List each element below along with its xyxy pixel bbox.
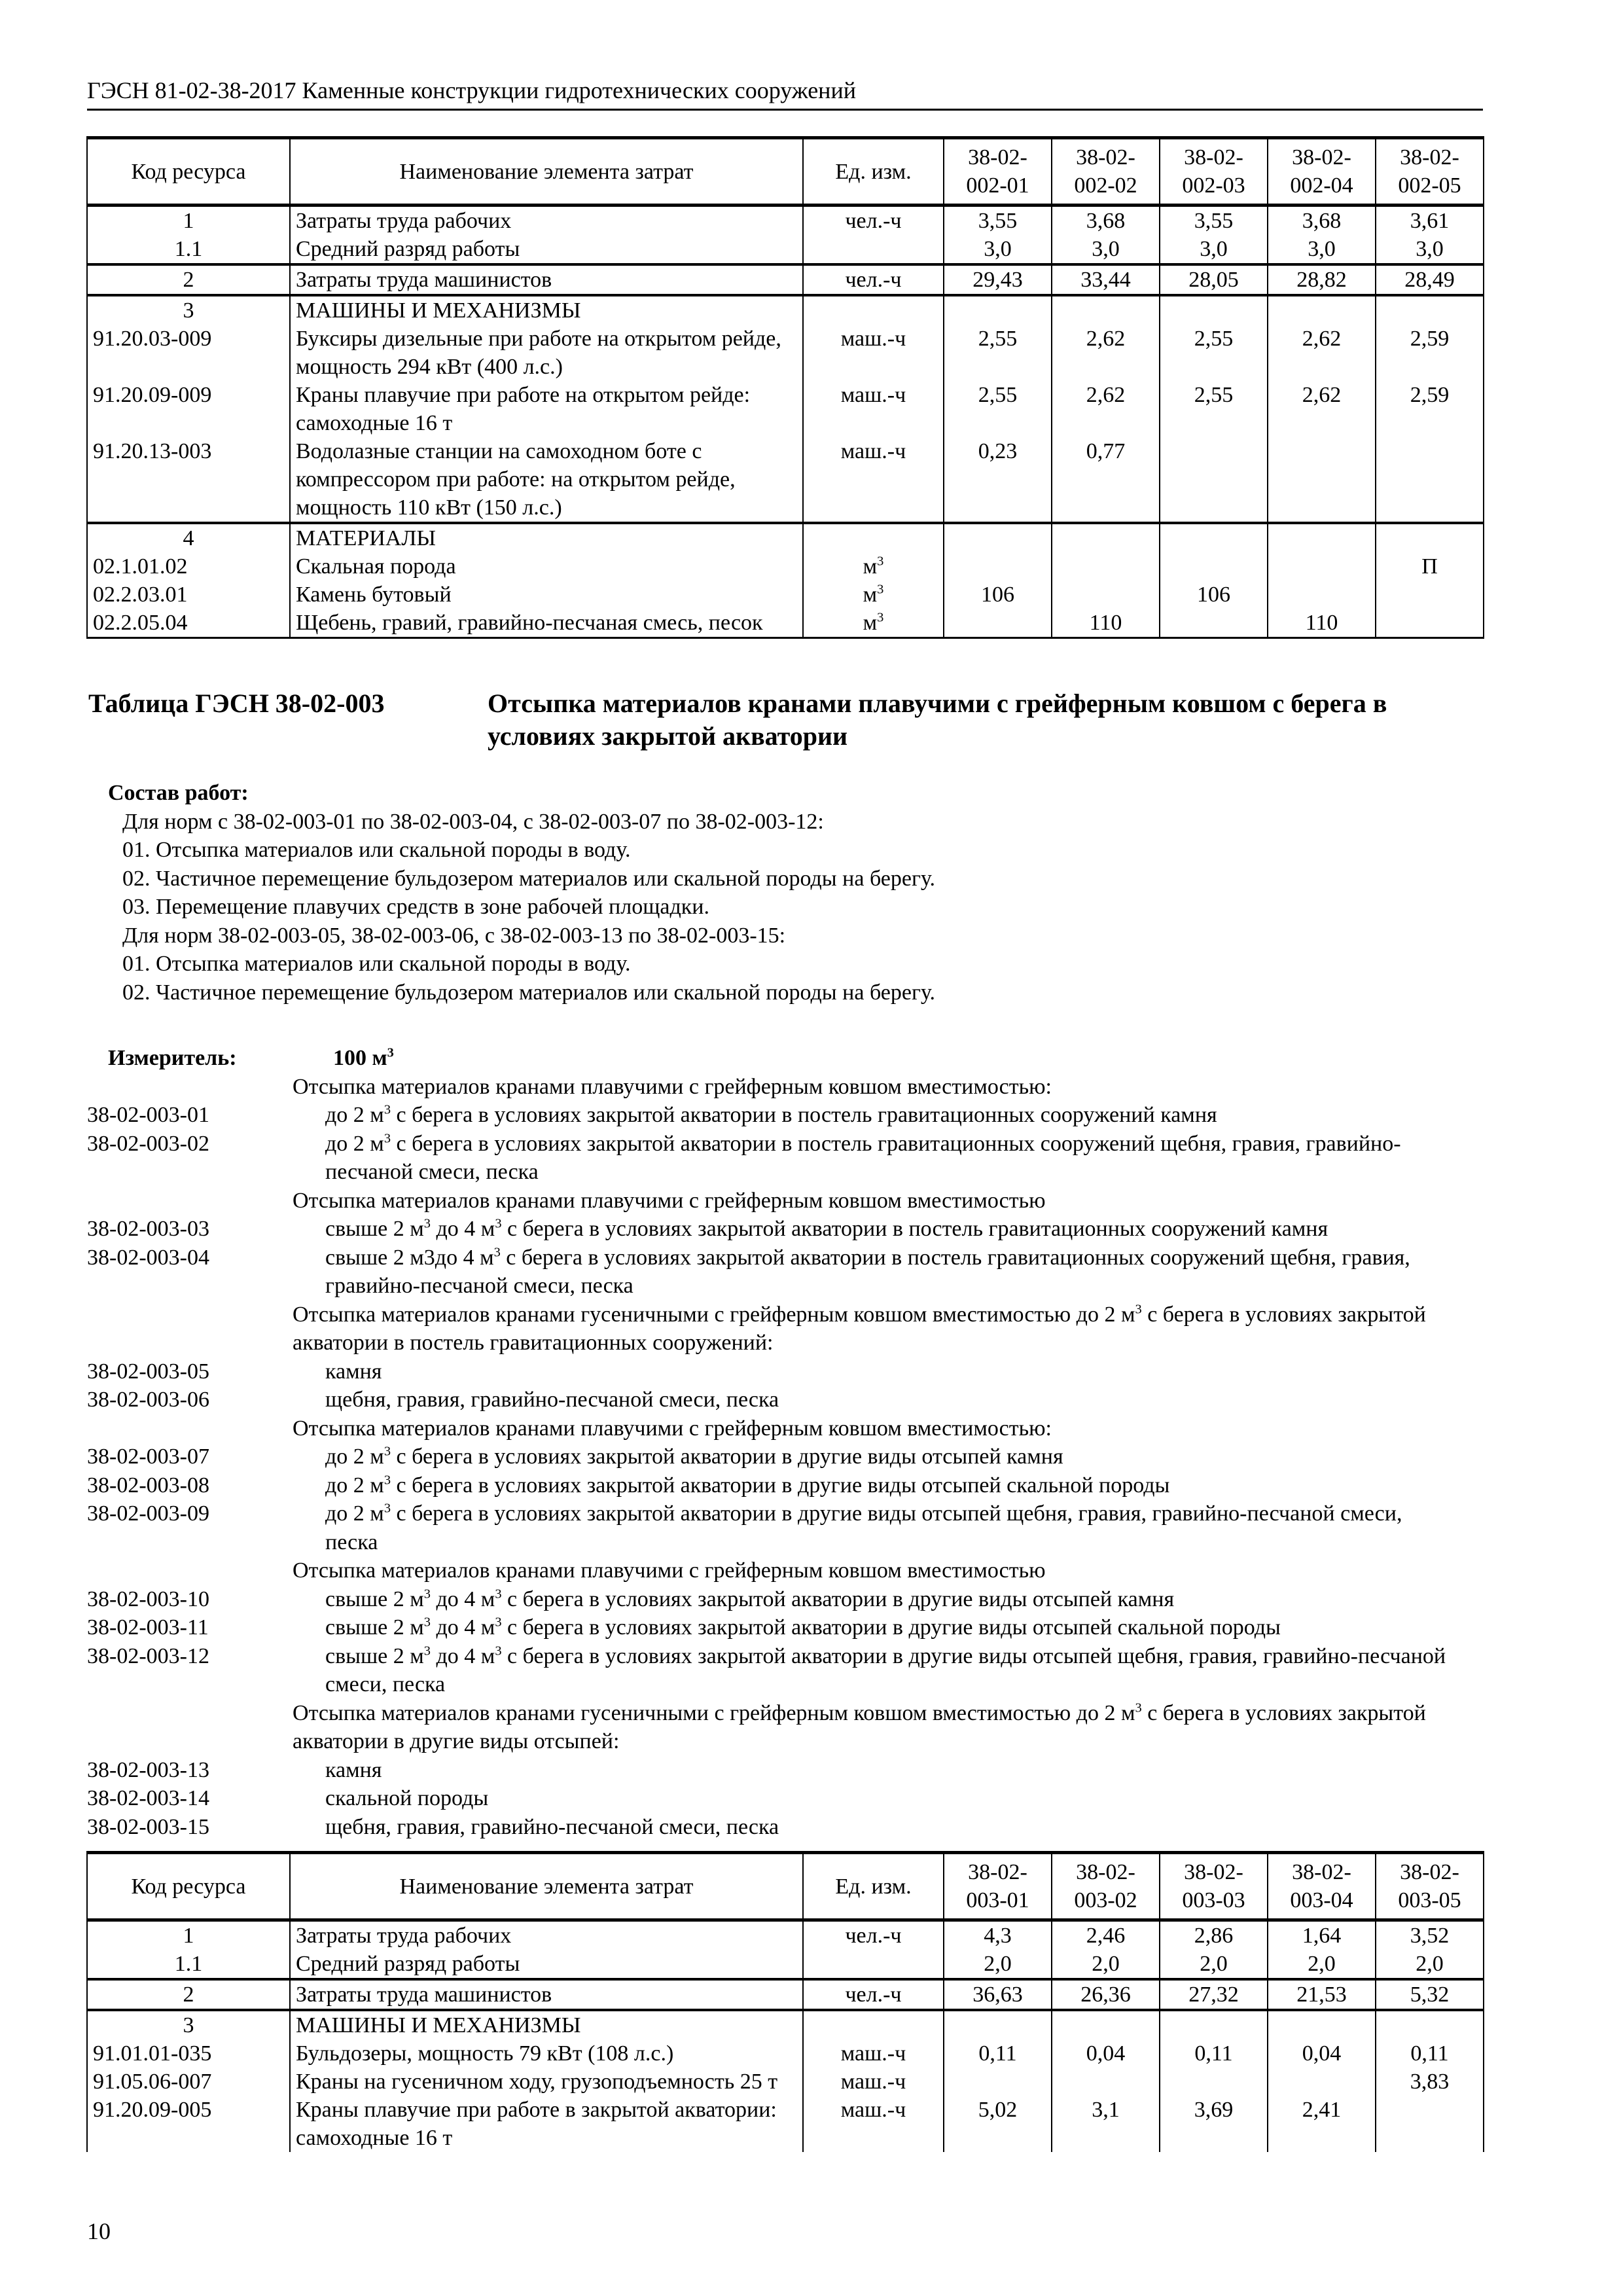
resource-code: 91.20.13-003 — [87, 437, 290, 523]
resource-name: Бульдозеры, мощность 79 кВт (108 л.с.) — [290, 2039, 803, 2068]
norm-value: 3,52 — [1376, 1920, 1484, 1950]
norm-value — [1376, 2010, 1484, 2039]
table-row — [87, 1920, 1484, 1950]
norm-value: 0,04 — [1052, 2039, 1160, 2068]
norm-item — [87, 1585, 1494, 1614]
work-composition-line: 03. Перемещение плавучих средств в зоне рабочей площадки. — [122, 895, 709, 919]
norm-value: 3,0 — [1268, 235, 1376, 264]
norm-value: 2,0 — [1160, 1950, 1268, 1979]
norm-value — [1268, 581, 1376, 609]
table-title-label: Таблица ГЭСН 38-02-003 — [88, 689, 385, 718]
table-row — [87, 295, 1484, 325]
norm-value: 2,0 — [944, 1950, 1052, 1979]
resource-name: Буксиры дизельные при работе на открытом рейде, мощность 294 кВт (400 л.с.) — [290, 325, 803, 381]
norm-value: 28,49 — [1376, 264, 1484, 295]
col-header-norm: 38-02- 002-02 — [1052, 138, 1160, 206]
table-row — [87, 437, 1484, 523]
norm-description: свыше 2 $м^3$ до 4 $м^3$ с берега в условиях закрытой акватории в другие виды отсыпей щебня, гравия, гравийно-песчаной смеси, песка — [325, 1643, 1446, 1696]
norm-value: 2,59 — [1376, 381, 1484, 437]
norm-group-heading: Отсыпка материалов кранами гусеничными с грейферным ковшом вместимостью до 2 $м^3$ с берега в условиях закрытой акватории в другие виды отсыпей: — [293, 1700, 1426, 1753]
resource-code: 91.20.09-005 — [87, 2096, 290, 2152]
norm-item — [87, 1499, 1494, 1556]
unit: $м^3$ — [803, 581, 944, 609]
col-header-code: Код ресурса — [87, 1853, 290, 1920]
norm-code: 38-02-003-14 — [87, 1786, 209, 1810]
norm-value: 2,86 — [1160, 1920, 1268, 1950]
norm-value — [1268, 2010, 1376, 2039]
norm-code: 38-02-003-02 — [87, 1131, 209, 1156]
measurer-value: 100 $м^3$ — [333, 1045, 394, 1070]
unit: маш.-ч — [803, 381, 944, 437]
norm-value: 0,11 — [1160, 2039, 1268, 2068]
unit: чел.-ч — [803, 1920, 944, 1950]
norm-value: 5,02 — [944, 2096, 1052, 2152]
norm-value: 2,0 — [1052, 1950, 1160, 1979]
norm-code: 38-02-003-08 — [87, 1473, 209, 1498]
resource-name: Затраты труда машинистов — [290, 1979, 803, 2010]
table-row — [87, 552, 1484, 581]
norm-value: 3,0 — [944, 235, 1052, 264]
norm-description: до 2 $м^3$ с берега в условиях закрытой акватории в другие виды отсыпей скальной породы — [325, 1473, 1170, 1498]
col-header-norm: 38-02- 002-04 — [1268, 138, 1376, 206]
resource-code: 1.1 — [87, 1950, 290, 1979]
norm-value: 2,0 — [1376, 1950, 1484, 1979]
norm-value — [1376, 609, 1484, 638]
resource-name: Щебень, гравий, гравийно-песчаная смесь, песок — [290, 609, 803, 638]
resource-name: Скальная порода — [290, 552, 803, 581]
norm-value — [944, 295, 1052, 325]
table-row — [87, 1950, 1484, 1979]
norm-item — [87, 1357, 1494, 1386]
resource-code: 02.2.05.04 — [87, 609, 290, 638]
resource-code: 1 — [87, 206, 290, 236]
norm-value: 3,55 — [944, 206, 1052, 236]
norm-code: 38-02-003-12 — [87, 1643, 209, 1668]
unit — [803, 523, 944, 552]
resource-code: 02.2.03.01 — [87, 581, 290, 609]
resource-code: 4 — [87, 523, 290, 552]
norm-description: скальной породы — [325, 1786, 489, 1810]
norm-code: 38-02-003-07 — [87, 1444, 209, 1469]
norm-code: 38-02-003-15 — [87, 1814, 209, 1839]
resource-code: 91.20.03-009 — [87, 325, 290, 381]
work-composition-line: 02. Частичное перемещение бульдозером материалов или скальной породы на берегу. — [122, 980, 936, 1005]
resource-name: Краны плавучие при работе в закрытой акватории: самоходные 16 т — [290, 2096, 803, 2152]
norm-value: 3,68 — [1052, 206, 1160, 236]
norm-group-heading: Отсыпка материалов кранами плавучими с грейферным ковшом вместимостью: — [293, 1416, 1052, 1441]
norm-list — [87, 1073, 1494, 1842]
table-header-row — [87, 1853, 1484, 1920]
table-row — [87, 2010, 1484, 2039]
resource-name: Затраты труда рабочих — [290, 1920, 803, 1950]
norm-description: свыше 2 $м^3$ до 4 $м^3$ с берега в условиях закрытой акватории в постель гравитационных сооружений камня — [325, 1216, 1329, 1241]
resource-code: 2 — [87, 264, 290, 295]
table-row — [87, 1979, 1484, 2010]
unit: $м^3$ — [803, 609, 944, 638]
norm-description: до 2 $м^3$ с берега в условиях закрытой акватории в постель гравитационных сооружений щебня, гравия, гравийно-песчаной смеси, песка — [325, 1131, 1401, 1184]
norm-description: до 2 $м^3$ с берега в условиях закрытой акватории в постель гравитационных сооружений камня — [325, 1102, 1217, 1127]
resource-name: Средний разряд работы — [290, 1950, 803, 1979]
norm-code: 38-02-003-03 — [87, 1217, 209, 1241]
norm-value — [1160, 437, 1268, 523]
norm-value: 28,05 — [1160, 264, 1268, 295]
norm-group-heading: Отсыпка материалов кранами плавучими с грейферным ковшом вместимостью — [293, 1558, 1046, 1583]
resource-table-38-02-003 — [86, 1851, 1484, 2152]
work-composition-line: Для норм с 38-02-003-01 по 38-02-003-04, с 38-02-003-07 по 38-02-003-12: — [122, 809, 824, 834]
work-composition-line: 01. Отсыпка материалов или скальной породы в воду. — [122, 838, 631, 862]
norm-item — [87, 1130, 1494, 1187]
resource-name: Затраты труда рабочих — [290, 206, 803, 236]
norm-value: 0,04 — [1268, 2039, 1376, 2068]
norm-description: щебня, гравия, гравийно-песчаной смеси, песка — [325, 1814, 779, 1839]
norm-value — [1160, 523, 1268, 552]
norm-code: 38-02-003-05 — [87, 1359, 209, 1384]
norm-value — [944, 2010, 1052, 2039]
norm-code: 38-02-003-10 — [87, 1587, 209, 1611]
table-row — [87, 2039, 1484, 2068]
norm-group-heading: Отсыпка материалов кранами гусеничными с грейферным ковшом вместимостью до 2 $м^3$ с берега в условиях закрытой акватории в постель гравитационных сооружений: — [293, 1302, 1426, 1355]
norm-value: 2,62 — [1052, 381, 1160, 437]
resource-name: Краны на гусеничном ходу, грузоподъемность 25 т — [290, 2068, 803, 2096]
norm-value — [1376, 581, 1484, 609]
norm-code: 38-02-003-13 — [87, 1757, 209, 1782]
col-header-norm: 38-02- 003-01 — [944, 1853, 1052, 1920]
norm-value: 0,11 — [1376, 2039, 1484, 2068]
resource-code: 2 — [87, 1979, 290, 2010]
table-row — [87, 2068, 1484, 2096]
unit: чел.-ч — [803, 1979, 944, 2010]
norm-value: 0,11 — [944, 2039, 1052, 2068]
norm-value: 3,1 — [1052, 2096, 1160, 2152]
norm-description: свыше 2 $м^3$ до 4 $м^3$ с берега в условиях закрытой акватории в другие виды отсыпей скальной породы — [325, 1615, 1281, 1640]
norm-item — [87, 1244, 1494, 1300]
norm-value: 2,59 — [1376, 325, 1484, 381]
unit: маш.-ч — [803, 2068, 944, 2096]
resource-code: 1 — [87, 1920, 290, 1950]
norm-value: 2,0 — [1268, 1950, 1376, 1979]
table-row — [87, 2096, 1484, 2152]
norm-item — [87, 1471, 1494, 1500]
col-header-name: Наименование элемента затрат — [290, 138, 803, 206]
norm-value: 0,23 — [944, 437, 1052, 523]
norm-value: 3,55 — [1160, 206, 1268, 236]
norm-value: П — [1376, 552, 1484, 581]
norm-description: до 2 $м^3$ с берега в условиях закрытой акватории в другие виды отсыпей щебня, гравия, гравийно-песчаной смеси, песка — [325, 1501, 1402, 1554]
norm-description: камня — [325, 1757, 382, 1782]
norm-value — [944, 552, 1052, 581]
work-composition-line: 02. Частичное перемещение бульдозером материалов или скальной породы на берегу. — [122, 866, 936, 891]
table-row — [87, 381, 1484, 437]
unit: маш.-ч — [803, 325, 944, 381]
norm-value — [1160, 2010, 1268, 2039]
norm-value — [1052, 523, 1160, 552]
table-row — [87, 206, 1484, 236]
work-composition-line: 01. Отсыпка материалов или скальной породы в воду. — [122, 952, 631, 976]
work-composition — [108, 779, 1482, 1007]
unit: чел.-ч — [803, 206, 944, 236]
norm-item — [87, 1443, 1494, 1471]
col-header-norm: 38-02- 003-05 — [1376, 1853, 1484, 1920]
norm-value — [944, 523, 1052, 552]
norm-item — [87, 1813, 1494, 1842]
measurer-label: Измеритель: — [108, 1046, 237, 1070]
resource-code: 91.05.06-007 — [87, 2068, 290, 2096]
norm-item — [87, 1215, 1494, 1244]
norm-value: 2,55 — [1160, 381, 1268, 437]
norm-value: 28,82 — [1268, 264, 1376, 295]
unit — [803, 1950, 944, 1979]
resource-name: Затраты труда машинистов — [290, 264, 803, 295]
norm-value: 21,53 — [1268, 1979, 1376, 2010]
norm-code: 38-02-003-11 — [87, 1615, 209, 1640]
unit: чел.-ч — [803, 264, 944, 295]
norm-value: 106 — [944, 581, 1052, 609]
table-header-row — [87, 138, 1484, 206]
norm-value: 3,68 — [1268, 206, 1376, 236]
resource-name: Средний разряд работы — [290, 235, 803, 264]
col-header-norm: 38-02- 002-05 — [1376, 138, 1484, 206]
unit: маш.-ч — [803, 2039, 944, 2068]
resource-name: МАШИНЫ И МЕХАНИЗМЫ — [290, 295, 803, 325]
norm-value: 3,0 — [1052, 235, 1160, 264]
norm-code: 38-02-003-06 — [87, 1388, 209, 1412]
col-header-norm: 38-02- 003-04 — [1268, 1853, 1376, 1920]
norm-value: 3,61 — [1376, 206, 1484, 236]
norm-value — [1376, 2096, 1484, 2152]
measurer-row — [87, 1044, 1494, 1073]
norm-item — [87, 1642, 1494, 1699]
norm-value — [1268, 295, 1376, 325]
norm-item — [87, 1101, 1494, 1130]
norm-value: 5,32 — [1376, 1979, 1484, 2010]
resource-table-38-02-002 — [86, 136, 1484, 639]
norm-value — [1052, 295, 1160, 325]
norm-value — [1052, 2068, 1160, 2096]
norm-item — [87, 1784, 1494, 1813]
norm-value — [1160, 2068, 1268, 2096]
norm-value: 2,62 — [1268, 381, 1376, 437]
norm-value — [1376, 295, 1484, 325]
norm-item — [87, 1613, 1494, 1642]
norm-value: 110 — [1052, 609, 1160, 638]
norm-value: 36,63 — [944, 1979, 1052, 2010]
resource-code: 1.1 — [87, 235, 290, 264]
norm-description: камня — [325, 1359, 382, 1384]
work-composition-line: Для норм 38-02-003-05, 38-02-003-06, с 38-02-003-13 по 38-02-003-15: — [122, 923, 786, 948]
unit — [803, 235, 944, 264]
norm-group-heading: Отсыпка материалов кранами плавучими с грейферным ковшом вместимостью — [293, 1188, 1046, 1213]
norm-description: щебня, гравия, гравийно-песчаной смеси, песка — [325, 1388, 779, 1412]
norm-value — [944, 609, 1052, 638]
unit: маш.-ч — [803, 437, 944, 523]
norm-value — [1268, 552, 1376, 581]
norm-value: 2,55 — [1160, 325, 1268, 381]
norm-value: 2,55 — [944, 381, 1052, 437]
norm-value — [1160, 552, 1268, 581]
resource-name: Водолазные станции на самоходном боте с компрессором при работе: на открытом рейде, мощность 110 кВт (150 л.с.) — [290, 437, 803, 523]
norm-description: свыше 2 м3до 4 $м^3$ с берега в условиях закрытой акватории в постель гравитационных сооружений щебня, гравия, гравийно-песчаной смеси, песка — [325, 1245, 1410, 1298]
norm-value: 3,0 — [1376, 235, 1484, 264]
unit — [803, 295, 944, 325]
norm-value: 27,32 — [1160, 1979, 1268, 2010]
table-title-text: Отсыпка материалов кранами плавучими с грейферным ковшом с берега в условиях закрытой акватории — [488, 689, 1387, 751]
norm-value: 3,83 — [1376, 2068, 1484, 2096]
norm-value: 33,44 — [1052, 264, 1160, 295]
norm-value: 3,0 — [1160, 235, 1268, 264]
norm-value: 3,69 — [1160, 2096, 1268, 2152]
col-header-unit: Ед. изм. — [803, 138, 944, 206]
table-row — [87, 264, 1484, 295]
col-header-norm: 38-02- 003-02 — [1052, 1853, 1160, 1920]
norm-value — [1052, 552, 1160, 581]
table-row — [87, 523, 1484, 552]
page-number: 10 — [87, 2218, 111, 2244]
work-composition-heading: Состав работ: — [108, 781, 249, 805]
norm-value — [1376, 523, 1484, 552]
resource-code: 91.01.01-035 — [87, 2039, 290, 2068]
unit — [803, 2010, 944, 2039]
norm-value — [1376, 437, 1484, 523]
measurer-block — [87, 1044, 1494, 1841]
table-row — [87, 581, 1484, 609]
col-header-norm: 38-02- 002-01 — [944, 138, 1052, 206]
norm-value — [1268, 523, 1376, 552]
resource-code: 3 — [87, 2010, 290, 2039]
resource-name: МАШИНЫ И МЕХАНИЗМЫ — [290, 2010, 803, 2039]
norm-value: 2,62 — [1268, 325, 1376, 381]
norm-value: 4,3 — [944, 1920, 1052, 1950]
resource-name: Краны плавучие при работе на открытом рейде: самоходные 16 т — [290, 381, 803, 437]
resource-code: 3 — [87, 295, 290, 325]
norm-value: 29,43 — [944, 264, 1052, 295]
col-header-norm: 38-02- 003-03 — [1160, 1853, 1268, 1920]
col-header-unit: Ед. изм. — [803, 1853, 944, 1920]
norm-code: 38-02-003-09 — [87, 1501, 209, 1526]
table-row — [87, 609, 1484, 638]
resource-code: 91.20.09-009 — [87, 381, 290, 437]
norm-value: 110 — [1268, 609, 1376, 638]
table-row — [87, 235, 1484, 264]
norm-value: 106 — [1160, 581, 1268, 609]
norm-value: 0,77 — [1052, 437, 1160, 523]
norm-code: 38-02-003-04 — [87, 1245, 209, 1270]
norm-value — [1268, 437, 1376, 523]
norm-description: до 2 $м^3$ с берега в условиях закрытой акватории в другие виды отсыпей камня — [325, 1444, 1063, 1469]
norm-value: 2,62 — [1052, 325, 1160, 381]
col-header-name: Наименование элемента затрат — [290, 1853, 803, 1920]
norm-item — [87, 1756, 1494, 1785]
norm-value: 26,36 — [1052, 1979, 1160, 2010]
running-header: ГЭСН 81-02-38-2017 Каменные конструкции гидротехнических сооружений — [87, 76, 1483, 111]
norm-code: 38-02-003-01 — [87, 1103, 209, 1127]
norm-value: 1,64 — [1268, 1920, 1376, 1950]
norm-group-heading: Отсыпка материалов кранами плавучими с грейферным ковшом вместимостью: — [293, 1074, 1052, 1099]
unit: $м^3$ — [803, 552, 944, 581]
resource-name: МАТЕРИАЛЫ — [290, 523, 803, 552]
norm-description: свыше 2 $м^3$ до 4 $м^3$ с берега в условиях закрытой акватории в другие виды отсыпей камня — [325, 1587, 1175, 1611]
norm-value — [944, 2068, 1052, 2096]
resource-code: 02.1.01.02 — [87, 552, 290, 581]
norm-value: 2,41 — [1268, 2096, 1376, 2152]
resource-name: Камень бутовый — [290, 581, 803, 609]
norm-value: 2,55 — [944, 325, 1052, 381]
norm-value — [1052, 581, 1160, 609]
norm-value — [1052, 2010, 1160, 2039]
col-header-norm: 38-02- 002-03 — [1160, 138, 1268, 206]
norm-value: 2,46 — [1052, 1920, 1160, 1950]
unit: маш.-ч — [803, 2096, 944, 2152]
norm-value — [1160, 609, 1268, 638]
table-row — [87, 325, 1484, 381]
norm-value — [1268, 2068, 1376, 2096]
norm-value — [1160, 295, 1268, 325]
col-header-code: Код ресурса — [87, 138, 290, 206]
norm-item — [87, 1386, 1494, 1414]
